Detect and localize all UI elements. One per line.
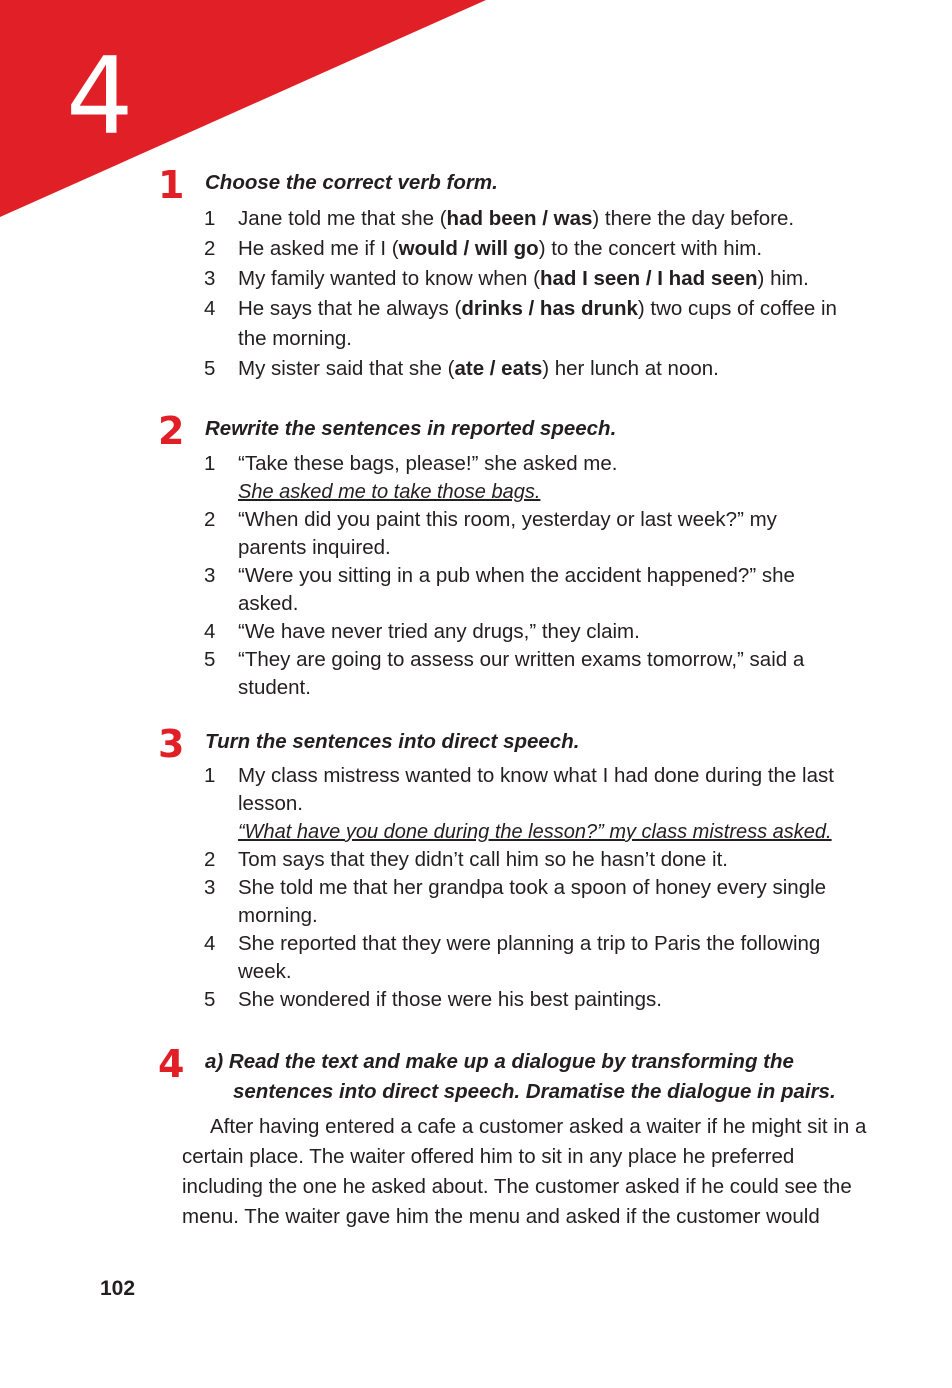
list-item: 2 “When did you paint this room, yesterday or last week?” my parents inquired. — [204, 508, 777, 559]
reading-text: After having entered a cafe a customer asked a waiter if he might sit in a certain place. The waiter offered him to sit in any place he preferred including the one he asked about. The customer asked if he could see the menu. The waiter gave him the menu and asked if the customer would — [182, 1115, 867, 1228]
list-item: 1 Jane told me that she (had been / was) there the day before. — [204, 207, 795, 230]
exercise-title-4-line-1: a) Read the text and make up a dialogue by transforming the — [205, 1050, 794, 1073]
exercise-title-3: Turn the sentences into direct speech. — [205, 730, 580, 753]
example-answer: She asked me to take those bags. — [238, 481, 541, 503]
exercise-number-1: 1 — [158, 163, 185, 207]
list-item: 2 Tom says that they didn’t call him so he hasn’t done it. — [204, 848, 728, 871]
exercise-number-3: 3 — [158, 722, 185, 766]
list-item: 3 She told me that her grandpa took a spoon of honey every single morning. — [204, 876, 827, 927]
example-answer: “What have you done during the lesson?” my class mistress asked. — [238, 821, 832, 843]
exercise-title-2: Rewrite the sentences in reported speech. — [205, 417, 617, 440]
list-item: 5 “They are going to assess our written exams tomorrow,” said a student. — [204, 648, 805, 699]
exercise-1-list — [204, 204, 876, 384]
exercise-title-4 — [205, 1047, 836, 1107]
list-item: 4 “We have never tried any drugs,” they claim. — [204, 620, 640, 643]
list-item: 4 He says that he always (drinks / has drunk) two cups of coffee in the morning. — [204, 297, 837, 350]
list-item: 2 He asked me if I (would / will go) to the concert with him. — [204, 237, 763, 260]
list-item: 4 She reported that they were planning a trip to Paris the following week. — [204, 932, 821, 983]
exercise-title-1: Choose the correct verb form. — [205, 171, 498, 194]
list-item: 1 My class mistress wanted to know what I had done during the last lesson. “What have you done during the lesson?” my class mistress asked. — [204, 762, 876, 846]
exercise-3-list — [204, 762, 876, 1014]
exercise-number-4: 4 — [158, 1042, 185, 1086]
list-item: 5 My sister said that she (ate / eats) her lunch at noon. — [204, 357, 719, 380]
exercise-title-4-line-2: sentences into direct speech. Dramatise the dialogue in pairs. — [233, 1080, 836, 1103]
list-item: 5 She wondered if those were his best paintings. — [204, 988, 662, 1011]
list-item: 3 My family wanted to know when (had I seen / I had seen) him. — [204, 267, 809, 290]
list-item: 3 “Were you sitting in a pub when the accident happened?” she asked. — [204, 564, 795, 615]
exercise-2-list — [204, 450, 876, 702]
exercise-number-2: 2 — [158, 409, 185, 453]
page-number: 102 — [100, 1277, 136, 1300]
list-item: 1 “Take these bags, please!” she asked me. She asked me to take those bags. — [204, 450, 876, 506]
unit-number: 4 — [66, 35, 134, 158]
